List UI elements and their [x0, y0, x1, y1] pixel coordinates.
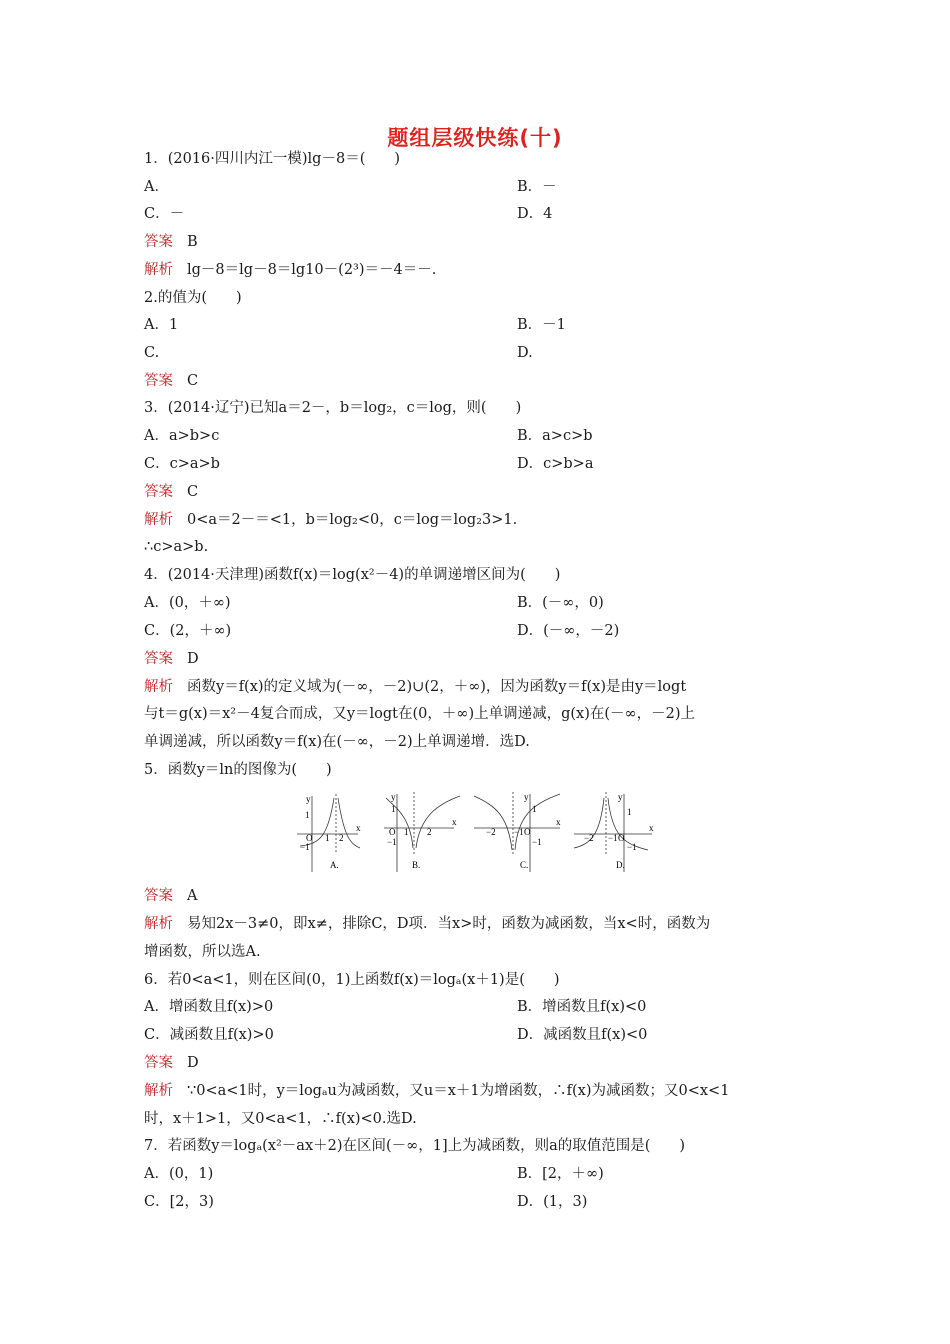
q4-solution-3: 单调递减，所以函数y＝f(x)在(－∞，－2)上单调递增．选D.	[144, 734, 530, 750]
solution-tag: 解析	[144, 1083, 173, 1099]
q2-option-c: C.	[144, 345, 160, 361]
graph-a	[292, 788, 362, 874]
q3-solution	[144, 510, 517, 530]
q3-option-b: B．a>c>b	[517, 428, 593, 444]
tick-label: −1	[300, 842, 310, 852]
origin-label: O	[306, 833, 313, 843]
solution-text: 0<a＝2－＝<1，b＝log₂<0，c＝log＝log₂3>1.	[187, 512, 518, 528]
q2-option-a: A．1	[144, 317, 179, 333]
answer-tag: 答案	[144, 484, 173, 500]
answer-value: C	[187, 484, 199, 500]
axis-x-label: x	[356, 823, 361, 833]
answer-value: D	[187, 651, 199, 667]
tick-label: 2	[339, 833, 344, 843]
q2-option-d: D.	[517, 345, 533, 361]
q1-option-b: B．－	[517, 179, 557, 195]
solution-text: lg－8＝lg－8＝lg10－(2³)＝－4＝－.	[187, 262, 437, 278]
graph-d	[572, 788, 656, 874]
graph-label: D.	[616, 860, 625, 870]
question-1: 1．(2016·四川内江一模)lg－8＝( )	[144, 151, 401, 167]
answer-value: D	[187, 1055, 199, 1071]
q1-solution	[144, 260, 436, 280]
q3-option-a: A．a>b>c	[144, 428, 220, 444]
q6-option-c: C．减函数且f(x)>0	[144, 1027, 274, 1043]
solution-text: 易知2x－3≠0，即x≠，排除C，D项．当x>时，函数为减函数，当x<时，函数为	[187, 916, 711, 932]
q4-option-d: D．(－∞，－2)	[517, 623, 620, 639]
answer-tag: 答案	[144, 888, 173, 904]
graph-label: B.	[412, 860, 421, 870]
tick-label: 1	[305, 810, 310, 820]
solution-text: 函数y＝f(x)的定义域为(－∞，－2)∪(2，＋∞)，因为函数y＝f(x)是由y＝logt	[187, 679, 687, 695]
page-title: 题组层级快练(十)	[387, 126, 563, 150]
q1-option-c: C．－	[144, 206, 185, 222]
graph-label: C.	[520, 860, 529, 870]
q2-option-b: B．－1	[517, 317, 566, 333]
q6-option-a: A．增函数且f(x)>0	[144, 999, 274, 1015]
q7-option-b: B．[2，＋∞)	[517, 1166, 604, 1182]
q3-solution-2: ∴c>a>b.	[144, 539, 209, 555]
origin-label: O	[389, 827, 396, 837]
tick-label: 2	[427, 827, 432, 837]
q3-option-c: C．c>a>b	[144, 456, 220, 472]
solution-tag: 解析	[144, 679, 173, 695]
question-4: 4．(2014·天津理)函数f(x)＝log(x²－4)的单调递增区间为( )	[144, 567, 561, 583]
answer-value: C	[187, 373, 199, 389]
q5-option-graphs	[292, 788, 662, 874]
graph-b	[382, 788, 462, 874]
q4-answer	[144, 649, 199, 669]
tick-label: −1	[627, 842, 637, 852]
tick-label: −1	[532, 837, 542, 847]
tick-label: 1	[325, 833, 330, 843]
tick-label: −1	[514, 827, 524, 837]
answer-value: A	[187, 888, 198, 904]
tick-label: −2	[584, 833, 594, 843]
axis-y-label: y	[391, 792, 396, 802]
tick-label: 1	[627, 807, 632, 817]
q4-option-a: A．(0，＋∞)	[144, 595, 231, 611]
tick-label: −2	[486, 827, 496, 837]
question-2: 2.的值为( )	[144, 290, 242, 306]
q1-option-a: A．	[144, 179, 169, 195]
q2-answer	[144, 371, 198, 391]
axis-y-label: y	[524, 792, 529, 802]
q7-option-d: D．(1，3)	[517, 1194, 588, 1210]
q5-solution-2: 增函数，所以选A.	[144, 944, 261, 960]
q5-solution	[144, 914, 710, 934]
q1-answer	[144, 232, 198, 252]
q4-solution	[144, 677, 686, 697]
axis-x-label: x	[452, 817, 457, 827]
solution-tag: 解析	[144, 512, 173, 528]
answer-value: B	[187, 234, 198, 250]
answer-tag: 答案	[144, 1055, 173, 1071]
q7-option-a: A．(0，1)	[144, 1166, 214, 1182]
origin-label: O	[524, 827, 531, 837]
question-5: 5．函数y＝ln的图像为( )	[144, 762, 332, 778]
answer-tag: 答案	[144, 234, 173, 250]
graph-label: A.	[330, 860, 339, 870]
q1-option-d: D．4	[517, 206, 553, 222]
q6-solution-2: 时，x＋1>1，又0<a<1，∴f(x)<0.选D.	[144, 1111, 417, 1127]
question-3: 3．(2014·辽宁)已知a＝2－，b＝log₂，c＝log，则( )	[144, 400, 522, 416]
axis-y-label: y	[618, 792, 623, 802]
q4-solution-2: 与t＝g(x)＝x²－4复合而成，又y＝logt在(0，＋∞)上单调递减，g(x)在(－∞，－2)上	[144, 706, 695, 722]
q4-option-c: C．(2，＋∞)	[144, 623, 232, 639]
q6-answer	[144, 1053, 199, 1073]
q3-answer	[144, 482, 198, 502]
solution-tag: 解析	[144, 916, 173, 932]
q3-option-d: D．c>b>a	[517, 456, 594, 472]
q6-option-b: B．增函数且f(x)<0	[517, 999, 647, 1015]
question-6: 6．若0<a<1，则在区间(0，1)上函数f(x)＝logₐ(x＋1)是( )	[144, 972, 560, 988]
q7-option-c: C．[2，3)	[144, 1194, 214, 1210]
axis-y-label: y	[306, 794, 311, 804]
question-7: 7．若函数y＝logₐ(x²－ax＋2)在区间(－∞，1]上为减函数，则a的取值范围是( )	[144, 1138, 686, 1154]
q5-answer	[144, 886, 197, 906]
axis-x-label: x	[649, 823, 654, 833]
tick-label: −1	[387, 837, 397, 847]
q4-option-b: B．(－∞，0)	[517, 595, 604, 611]
q6-option-d: D．减函数且f(x)<0	[517, 1027, 648, 1043]
tick-label: 1	[391, 804, 396, 814]
origin-label: O	[618, 833, 625, 843]
answer-tag: 答案	[144, 373, 173, 389]
solution-text: ∵0<a<1时，y＝logₐu为减函数，又u＝x＋1为增函数，∴f(x)为减函数；又0<x<1	[187, 1083, 730, 1099]
tick-label: 1	[404, 827, 409, 837]
q6-solution	[144, 1081, 729, 1101]
graph-c	[472, 788, 564, 874]
tick-label: 1	[532, 804, 537, 814]
answer-tag: 答案	[144, 651, 173, 667]
tick-label: −1	[608, 833, 618, 843]
solution-tag: 解析	[144, 262, 173, 278]
axis-x-label: x	[556, 817, 561, 827]
